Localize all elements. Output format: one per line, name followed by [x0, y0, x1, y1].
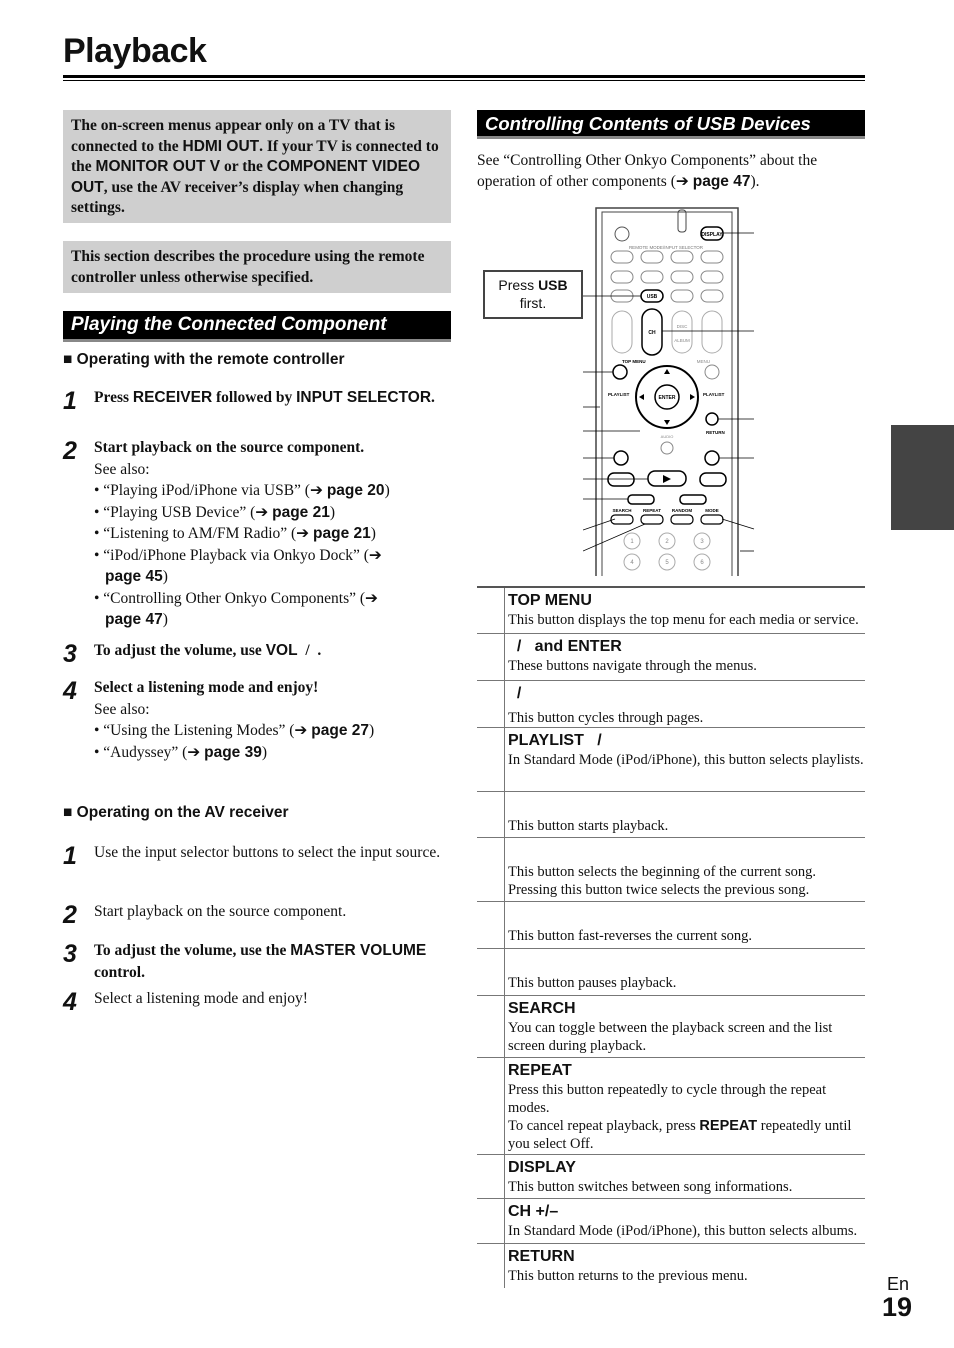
table-row: CH +/– In Standard Mode (iPod/iPhone), this button selects albums.	[477, 1199, 865, 1244]
remote-step-3: 3 To adjust the volume, use VOL / .	[63, 640, 322, 668]
remote-step-4: 4 Select a listening mode and enjoy! See also: • “Using the Listening Modes” (➔ page 27) • “Audyssey” (➔ page 39)	[63, 677, 375, 761]
remote-digit-6: 6	[700, 560, 704, 566]
usb-intro: See “Controlling Other Onkyo Components” about the operation of other components (➔ page 47).	[477, 152, 818, 190]
table-row: This button selects the beginning of the current song. Pressing this button twice selects the previous song.	[477, 838, 865, 902]
remote-step-2: 2 Start playback on the source component. See also: • “Playing iPod/iPhone via USB” (➔ page 20) • “Playing USB Device” (➔ page 21) • “Listening to AM/FM Radio” (➔ page 21) • “iPod/iPhone Playback via Onkyo Dock” (➔ page 45) • “Controlling Other Onkyo Components” (➔ page 47)	[63, 437, 390, 628]
page-number: 19	[882, 1292, 913, 1322]
table-row: This button fast-reverses the current song.	[477, 902, 865, 949]
remote-menu-label: MENU	[696, 359, 710, 364]
remote-random-label: RANDOM	[671, 508, 693, 513]
table-row: RETURN This button returns to the previous menu.	[477, 1244, 865, 1288]
remote-top-menu-label: TOP MENU	[622, 359, 646, 364]
remote-playlist-right-label: PLAYLIST	[703, 392, 725, 397]
table-row: SEARCH You can toggle between the playback screen and the list screen during playback.	[477, 996, 865, 1058]
remote-album-label: ALBUM	[674, 338, 690, 343]
press-usb-callout: Press USB first.	[483, 270, 583, 319]
remote-display-label: DISPLAY	[701, 232, 723, 238]
remote-digit-1: 1	[630, 539, 634, 545]
remote-step-1: 1 Press RECEIVER followed by INPUT SELECTOR.	[63, 387, 435, 415]
hdmi-note: The on-screen menus appear only on a TV that is connected to the HDMI OUT. If your TV is connected to the MONITOR OUT V or the COMPONENT VIDEO OUT, use the AV receiver’s display when changing settings.	[63, 110, 451, 223]
remote-repeat-label: REPEAT	[643, 508, 661, 513]
remote-note: This section describes the procedure using the remote controller unless otherwise specified.	[63, 241, 451, 293]
receiver-step-1: 1 Use the input selector buttons to select the input source.	[63, 842, 441, 870]
remote-usb-label: USB	[646, 294, 658, 300]
remote-return-label: RETURN	[706, 430, 725, 435]
receiver-step-3: 3 To adjust the volume, use the MASTER VOLUME control.	[63, 940, 427, 981]
remote-digit-3: 3	[700, 539, 704, 545]
table-row: REPEAT Press this button repeatedly to cycle through the repeat modes. To cancel repeat playback, press REPEAT repeatedly until you select Off.	[477, 1058, 865, 1155]
receiver-step-2: 2 Start playback on the source component.	[63, 901, 347, 929]
remote-illustration	[583, 200, 758, 578]
remote-digit-4: 4	[630, 560, 634, 566]
section-title-usb: Controlling Contents of USB Devices	[477, 110, 865, 139]
remote-heading: ■ Operating with the remote controller	[63, 351, 345, 368]
remote-enter-label: ENTER	[658, 395, 676, 401]
remote-digit-5: 5	[665, 560, 669, 566]
remote-digit-2: 2	[665, 539, 669, 545]
receiver-step-4: 4 Select a listening mode and enjoy!	[63, 988, 308, 1016]
table-row: This button pauses playback.	[477, 949, 865, 996]
title-rule-thin	[63, 80, 865, 81]
table-row: / and ENTER These buttons navigate through the menus.	[477, 634, 865, 681]
section-title-playing: Playing the Connected Component	[63, 311, 451, 342]
remote-mode-label: REMOTE MODE/INPUT SELECTOR	[628, 245, 704, 250]
remote-mode-btn-label: MODE	[705, 508, 719, 513]
table-row: PLAYLIST / In Standard Mode (iPod/iPhone), this button selects playlists.	[477, 728, 865, 792]
remote-audio-label: AUDIO	[660, 434, 674, 439]
chapter-tab	[891, 425, 954, 530]
remote-ch-label: CH	[648, 330, 656, 336]
usb-controls-table	[477, 586, 865, 1288]
language-label: En	[887, 1274, 910, 1294]
table-row: TOP MENU This button displays the top menu for each media or service.	[477, 588, 865, 634]
remote-playlist-left-label: PLAYLIST	[608, 392, 630, 397]
title-rule	[63, 75, 865, 78]
remote-search-label: SEARCH	[612, 508, 632, 513]
receiver-heading: ■ Operating on the AV receiver	[63, 804, 289, 821]
table-row: / This button cycles through pages.	[477, 681, 865, 728]
remote-disc-label: DISC	[676, 324, 688, 329]
table-row: This button starts playback.	[477, 792, 865, 838]
page-title: Playback	[63, 32, 207, 70]
table-row: DISPLAY This button switches between song informations.	[477, 1155, 865, 1199]
